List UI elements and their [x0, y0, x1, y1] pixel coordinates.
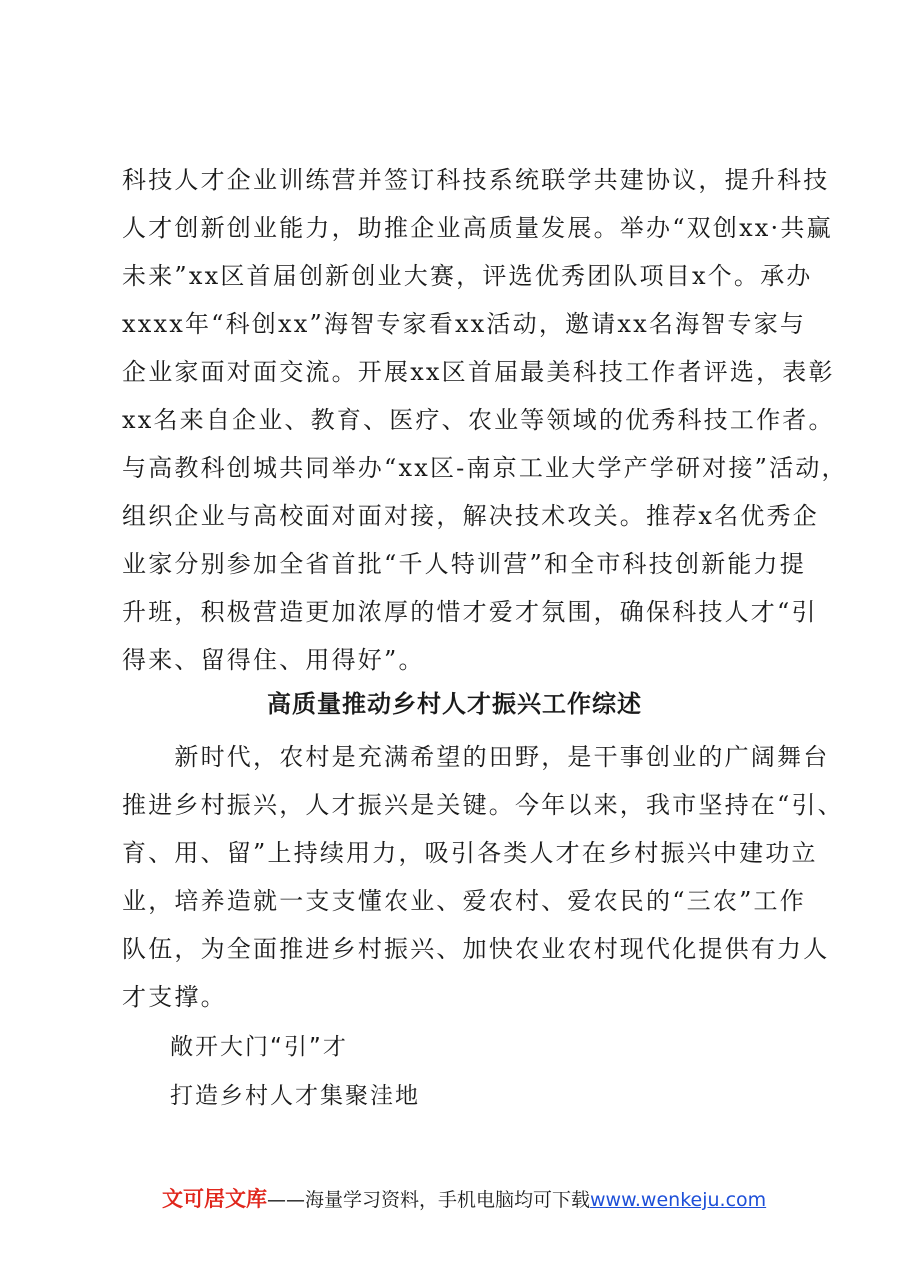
section-subheading: 打造乡村人才集聚洼地	[170, 1083, 420, 1109]
footer-tagline: ——海量学习资料，手机电脑均可下载	[267, 1189, 591, 1211]
text-line: 业家分别参加全省首批“千人特训营”和全市科技创新能力提	[122, 550, 806, 578]
text-line: 升班，积极营造更加浓厚的惜才爱才氛围，确保科技人才“引	[122, 598, 818, 626]
text-line: 才支撑。	[122, 983, 227, 1011]
text-line: 与高教科创城共同举办“xx区-南京工业大学产学研对接”活动，	[122, 454, 848, 482]
paragraph-continued	[122, 156, 848, 684]
text-line: 人才创新创业能力，助推企业高质量发展。举办“双创xx·共赢	[122, 214, 833, 242]
footer-banner	[162, 1183, 802, 1213]
text-line: 未来”xx区首届创新创业大赛，评选优秀团队项目x个。承办	[122, 262, 813, 290]
text-line: 新时代，农村是充满希望的田野，是干事创业的广阔舞台	[122, 743, 830, 771]
text-line: 科技人才企业训练营并签订科技系统联学共建协议，提升科技	[122, 166, 830, 194]
text-line: 组织企业与高校面对面对接，解决技术攻关。推荐x名优秀企	[122, 502, 819, 530]
text-line: 队伍，为全面推进乡村振兴、加快农业农村现代化提供有力人	[122, 935, 830, 963]
text-line: xx名来自企业、教育、医疗、农业等领域的优秀科技工作者。	[122, 406, 835, 434]
text-line: xxxx年“科创xx”海智专家看xx活动，邀请xx名海智专家与	[122, 310, 807, 338]
text-line: 推进乡村振兴，人才振兴是关键。今年以来，我市坚持在“引、	[122, 791, 844, 819]
footer-brand: 文可居文库	[162, 1187, 267, 1211]
text-line: 育、用、留”上持续用力，吸引各类人才在乡村振兴中建功立	[122, 839, 818, 867]
section-heading: 敞开大门“引”才	[170, 1034, 348, 1060]
text-line: 业，培养造就一支支懂农业、爱农村、爱农民的“三农”工作	[122, 887, 806, 915]
text-line: 得来、留得住、用得好”。	[122, 646, 425, 674]
article-intro-paragraph	[122, 733, 844, 1021]
footer-link[interactable]: www.wenkeju.com	[590, 1189, 767, 1211]
text-line: 企业家面对面交流。开展xx区首届最美科技工作者评选，表彰	[122, 358, 835, 386]
article-title: 高质量推动乡村人才振兴工作综述	[267, 689, 642, 718]
